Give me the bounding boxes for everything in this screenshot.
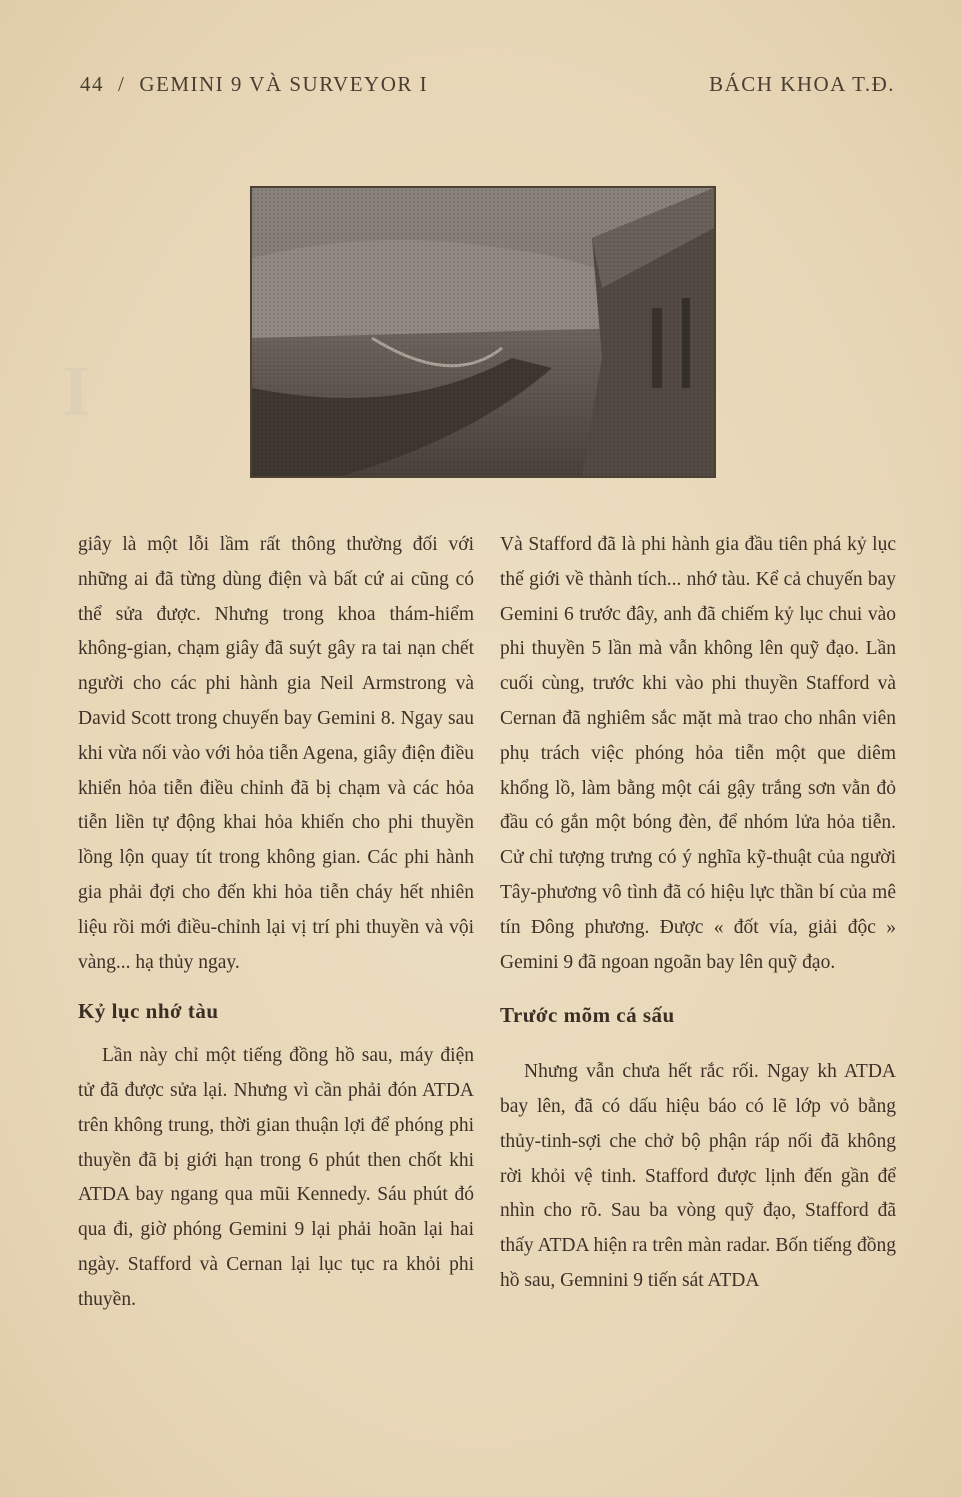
bleed-through-text: I xyxy=(62,351,91,431)
left-paragraph-2: Lần này chỉ một tiếng đồng hồ sau, máy điện tử đã được sửa lại. Nhưng vì cần phải đón ATDA trên không trung, thời gian thuận lợi để phóng phi thuyền đã bị giới hạn trong 6 phút then chốt khi ATDA bay ngang qua mũi Kennedy. Sáu phút đó qua đi, giờ phóng Gemini 9 lại phải hoãn lại hai ngày. Stafford và Cernan lại lục tục ra khỏi phi thuyền. xyxy=(78,1045,474,1310)
right-paragraph-2: Nhưng vẫn chưa hết rắc rối. Ngay kh ATDA bay lên, đã có dấu hiệu báo có lẽ lớp vỏ bằng thủy-tinh-sợi che chở bộ phận ráp nối đã không rời khỏi vệ tinh. Stafford được lịnh đến gần để nhìn cho rõ. Sau ba vòng quỹ đạo, Stafford đã thấy ATDA hiện ra trên màn radar. Bốn tiếng đồng hồ sau, Gemnini 9 tiến sát ATDA xyxy=(500,1061,896,1291)
photograph-icon xyxy=(252,188,714,476)
left-column xyxy=(78,528,474,1318)
left-paragraph-1: giây là một lỗi lầm rất thông thường đối với những ai đã từng dùng điện và bất cứ ai cũng có thể sửa được. Nhưng trong khoa thám-hiểm không-gian, chạm giây đã suýt gây ra tai nạn chết người cho các phi hành gia Neil Armstrong và David Scott trong chuyến bay Gemini 8. Ngay sau khi vừa nối vào với hỏa tiễn Agena, giây điện điều khiển hỏa tiễn điều chỉnh đã bị chạm và các hỏa tiễn liền tự động khai hỏa khiến cho phi thuyền lồng lộn quay tít trong không gian. Các phi hành gia phải đợi cho đến khi hỏa tiễn cháy hết nhiên liệu rồi mới điều-chỉnh lại vị trí phi thuyền và vội vàng... hạ thủy ngay. xyxy=(78,534,474,973)
right-paragraph-1: Và Stafford đã là phi hành gia đầu tiên phá kỷ lục thế giới về thành tích... nhớ tàu. Kể cả chuyến bay Gemini 6 trước đây, anh đã chiếm kỷ lục chui vào phi thuyền 5 lần mà vẫn không lên quỹ đạo. Lần cuối cùng, trước khi vào phi thuyền Stafford và Cernan đã nghiêm sắc mặt mà trao cho nhân viên phụ trách việc phóng hỏa tiễn một que diêm khổng lồ, làm bằng một cái gậy trắng sơn vằn đỏ đầu có gắn một bóng đèn, để nhóm lửa hỏa tiễn. Cử chỉ tượng trưng có ý nghĩa kỹ-thuật của người Tây-phương vô tình đã có hiệu lực thần bí của mê tín Đông phương. Được « đốt vía, giải độc » Gemini 9 đã ngoan ngoãn bay lên quỹ đạo. xyxy=(500,534,896,973)
section-heading-truoc-mom-ca-sau: Trước mõm cá sấu xyxy=(500,1003,675,1028)
publication-name: BÁCH KHOA T.Đ. xyxy=(709,72,895,96)
section-heading-ky-luc-nho-tau: Kỷ lục nhớ tàu xyxy=(78,999,219,1024)
photograph xyxy=(250,186,716,478)
header-separator: / xyxy=(118,72,126,96)
running-header xyxy=(80,72,895,104)
right-column xyxy=(500,528,896,1299)
section-title: GEMINI 9 VÀ SURVEYOR I xyxy=(139,72,429,96)
header-left xyxy=(80,72,428,97)
page-number: 44 xyxy=(80,72,104,96)
